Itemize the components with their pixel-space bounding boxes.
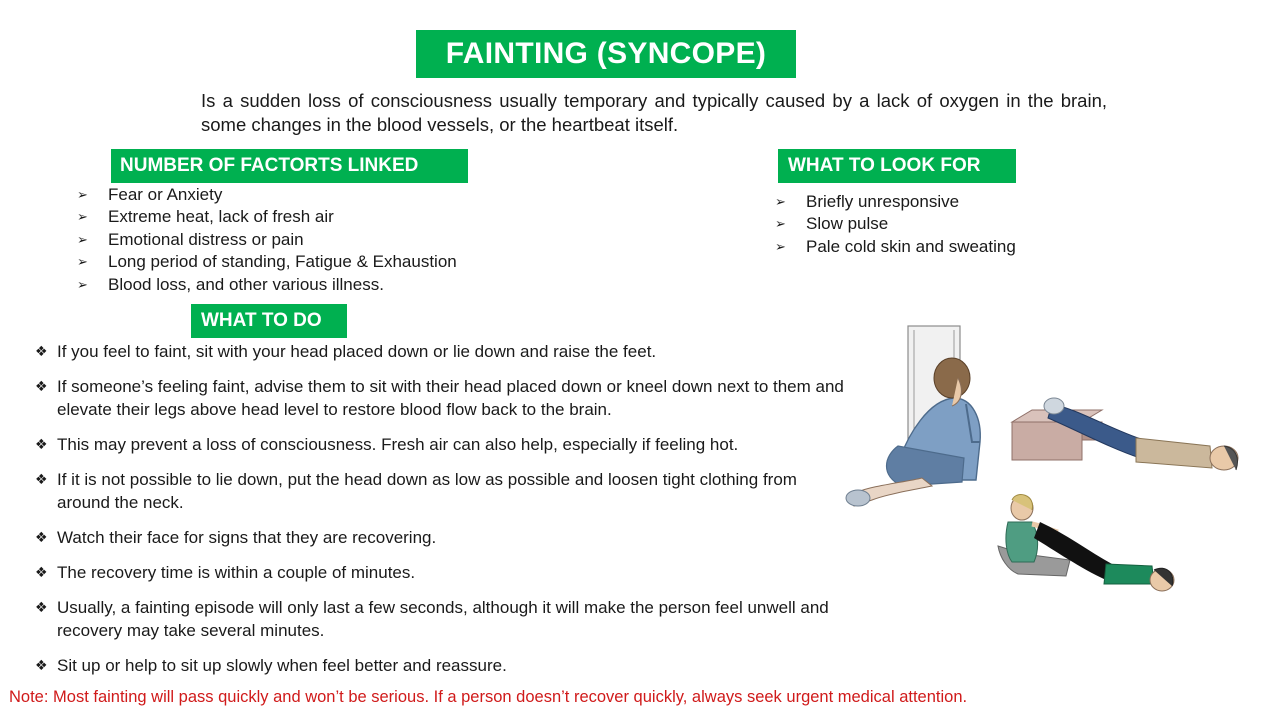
arrow-bullet-icon: ➢ — [775, 194, 786, 209]
diamond-bullet-icon: ❖ — [35, 564, 48, 580]
arrow-bullet-icon: ➢ — [775, 238, 786, 254]
arrow-bullet-icon: ➢ — [77, 231, 88, 247]
fainting-positions-illustration — [840, 318, 1250, 598]
diamond-bullet-icon: ❖ — [35, 599, 48, 615]
sitting-person-illustration — [846, 326, 980, 506]
what-to-do-list — [35, 340, 845, 689]
diamond-bullet-icon: ❖ — [35, 378, 48, 394]
diamond-bullet-icon: ❖ — [35, 657, 48, 673]
intro-paragraph: Is a sudden loss of consciousness usually temporary and typically caused by a lack of oxygen in the brain, some changes in the blood vessels, or the heartbeat itself. — [201, 90, 1107, 135]
factors-list — [77, 184, 457, 296]
list-item: ❖ This may prevent a loss of consciousness. Fresh air can also help, especially if feeling hot. — [35, 435, 739, 454]
helper-raising-legs-illustration — [998, 495, 1174, 591]
look-for-heading: WHAT TO LOOK FOR — [778, 149, 1016, 183]
list-item: ➢ Blood loss, and other various illness. — [77, 274, 457, 296]
list-item: ❖ If someone’s feeling faint, advise them to sit with their head placed down or kneel down next to them and elevate their legs above head level to restore blood flow back to the brain. — [35, 377, 844, 419]
list-item: ❖ If you feel to faint, sit with your head placed down or lie down and raise the feet. — [35, 342, 657, 361]
list-item: ➢ Extreme heat, lack of fresh air — [77, 206, 457, 228]
list-item: ➢ Emotional distress or pain — [77, 229, 457, 251]
what-to-do-heading: WHAT TO DO — [191, 304, 347, 338]
list-item: ➢ Briefly unresponsive — [775, 191, 1016, 213]
list-item: ➢ Pale cold skin and sweating — [775, 236, 1016, 258]
lying-legs-raised-illustration — [1012, 398, 1238, 470]
list-item: ❖ The recovery time is within a couple of minutes. — [35, 563, 416, 582]
list-item: ❖ Sit up or help to sit up slowly when feel better and reassure. — [35, 656, 507, 675]
arrow-bullet-icon: ➢ — [77, 187, 88, 202]
list-item: ❖ Usually, a fainting episode will only last a few seconds, although it will make the person feel unwell and recovery may take several minutes. — [35, 598, 829, 640]
warning-note: Note: Most fainting will pass quickly and won’t be serious. If a person doesn’t recover quickly, always seek urgent medical attention. — [9, 688, 968, 706]
arrow-bullet-icon: ➢ — [77, 254, 88, 270]
list-item: ➢ Slow pulse — [775, 213, 1016, 235]
factors-heading: NUMBER OF FACTORTS LINKED — [111, 149, 468, 183]
list-item: ➢ Fear or Anxiety — [77, 184, 457, 206]
arrow-bullet-icon: ➢ — [775, 216, 786, 232]
list-item: ❖ Watch their face for signs that they are recovering. — [35, 528, 437, 547]
list-item: ❖ If it is not possible to lie down, put the head down as low as possible and loosen tight clothing from around the neck. — [35, 470, 797, 512]
diamond-bullet-icon: ❖ — [35, 436, 48, 452]
look-for-list — [775, 191, 1016, 258]
list-item: ➢ Long period of standing, Fatigue & Exhaustion — [77, 251, 457, 273]
page-title: FAINTING (SYNCOPE) — [416, 30, 796, 78]
arrow-bullet-icon: ➢ — [77, 209, 88, 225]
diamond-bullet-icon: ❖ — [35, 529, 48, 545]
diamond-bullet-icon: ❖ — [35, 471, 48, 487]
diamond-bullet-icon: ❖ — [35, 343, 48, 359]
arrow-bullet-icon: ➢ — [77, 276, 88, 292]
